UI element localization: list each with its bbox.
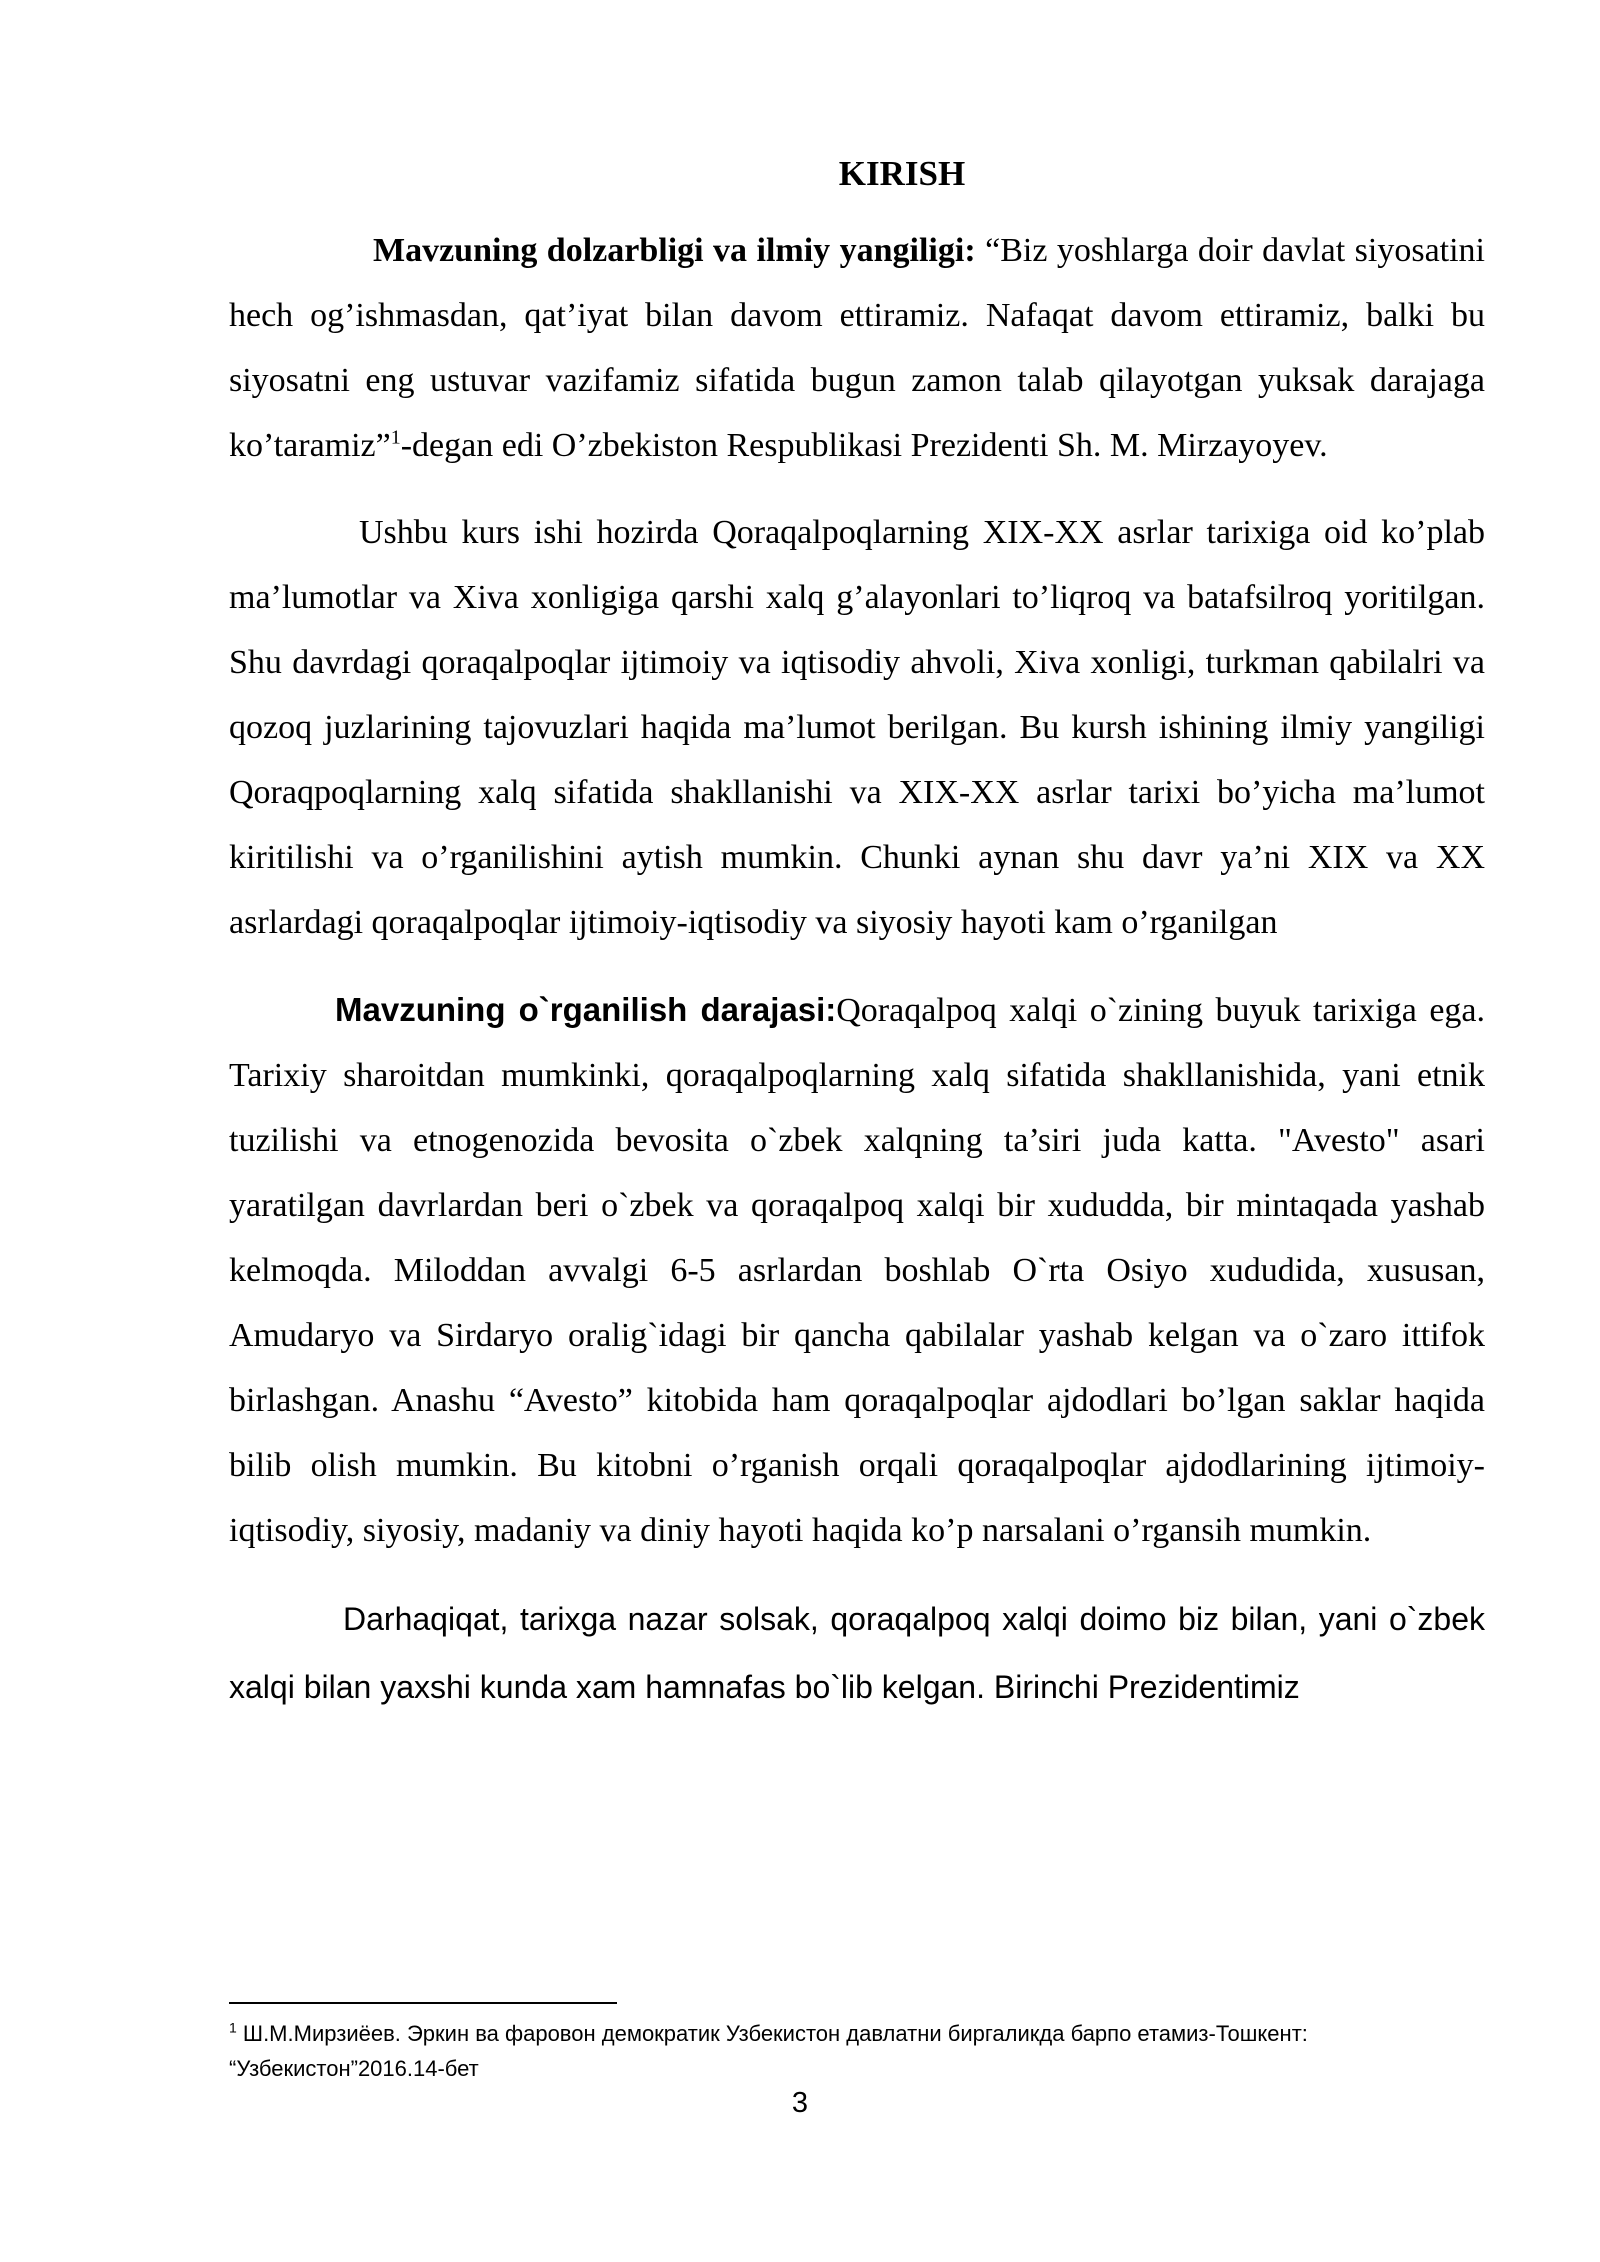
footnote-separator <box>229 2002 617 2004</box>
paragraph-text: Qoraqalpoq xalqi o`zining buyuk tarixiga ega. Tarixiy sharoitdan mumkinki, qoraqalpoqlarning xalq sifatida shakllanishida, yani etnik tuzilishi va etnogenozida bevosita o`zbek xalqning ta’siri juda katta. "Avesto" asari yaratilgan davrlardan beri o`zbek va qoraqalpoq xalqi bir xududda, bir mintaqada yashab kelmoqda. Miloddan avvalgi 6-5 asrlardan boshlab O`rta Osiyo xududida, xususan, Amudaryo va Sirdaryo oralig`idagi bir qancha qabilalar yashab kelgan va o`zaro ittifok birlashgan. Anashu “Avesto” kitobida ham qoraqalpoqlar ajdodlari bo’lgan saklar haqida bilib olish mumkin. Bu kitobni o’rganish orqali qoraqalpoqlar ajdodlarining ijtimoiy-iqtisodiy, siyosiy, madaniy va diniy hayoti haqida ko’p narsalani o’rgansih mumkin. <box>229 992 1485 1549</box>
paragraph-course-work: Ushbu kurs ishi hozirda Qoraqalpoqlarning XIX-XX asrlar tarixiga oid ko’plab ma’lumotlar va Xiva xonligiga qarshi xalq g’alayonlari to’liqroq va batafsilroq yoritilgan. Shu davrdagi qoraqalpoqlar ijtimoiy va iqtisodiy ahvoli, Xiva xonligi, turkman qabilalri va qozoq juzlarining tajovuzlari haqida ma’lumot berilgan. Bu kursh ishining ilmiy yangiligi Qoraqpoqlarning xalq sifatida shakllanishi va XIX-XX asrlar tarixi bo’yicha ma’lumot kiritilishi va o’rganilishini aytish mumkin. Chunki aynan shu davr ya’ni XIX va XX asrlardagi qoraqalpoqlar ijtimoiy-iqtisodiy va siyosiy hayoti kam o’rganilgan <box>229 514 1485 941</box>
page-body <box>229 148 1485 1721</box>
paragraph-study-level <box>229 977 1485 1563</box>
page-number: 3 <box>791 2087 809 2119</box>
footnote-marker: 1 <box>229 2019 237 2036</box>
footnote-text: Ш.М.Мирзиёев. Эркин ва фаровон демократик Узбекистон давлатни биргаликда барпо етамиз-Тошкент: “Узбекистон”2016.14-бет <box>229 2021 1308 2081</box>
paragraph-heading-relevance: Mavzuning dolzarbligi va ilmiy yangiligi: <box>373 232 976 269</box>
footnote <box>229 2016 1485 2086</box>
paragraph-text: “Biz yoshlarga doir davlat siyosatini hech og’ishmasdan, qat’iyat bilan davom ettiramiz. Nafaqat davom ettiramiz, balki bu siyosatni eng ustuvar vazifamiz sifatida bugun zamon talab qilayotgan yuksak darajaga ko’taramiz” <box>229 232 1485 464</box>
paragraph-heading-study-level: Mavzuning o`rganilish darajasi: <box>335 991 837 1028</box>
paragraph-relevance <box>229 218 1485 478</box>
footnote-reference[interactable]: 1 <box>390 426 401 449</box>
page-title: KIRISH <box>838 154 966 193</box>
paragraph-text: -degan edi O’zbekiston Respublikasi Prezidenti Sh. M. Mirzayoyev. <box>400 427 1328 464</box>
paragraph-history: Darhaqiqat, tarixga nazar solsak, qoraqalpoq xalqi doimo biz bilan, yani o`zbek xalqi bilan yaxshi kunda xam hamnafas bo`lib kelgan. Birinchi Prezidentimiz <box>229 1601 1485 1705</box>
